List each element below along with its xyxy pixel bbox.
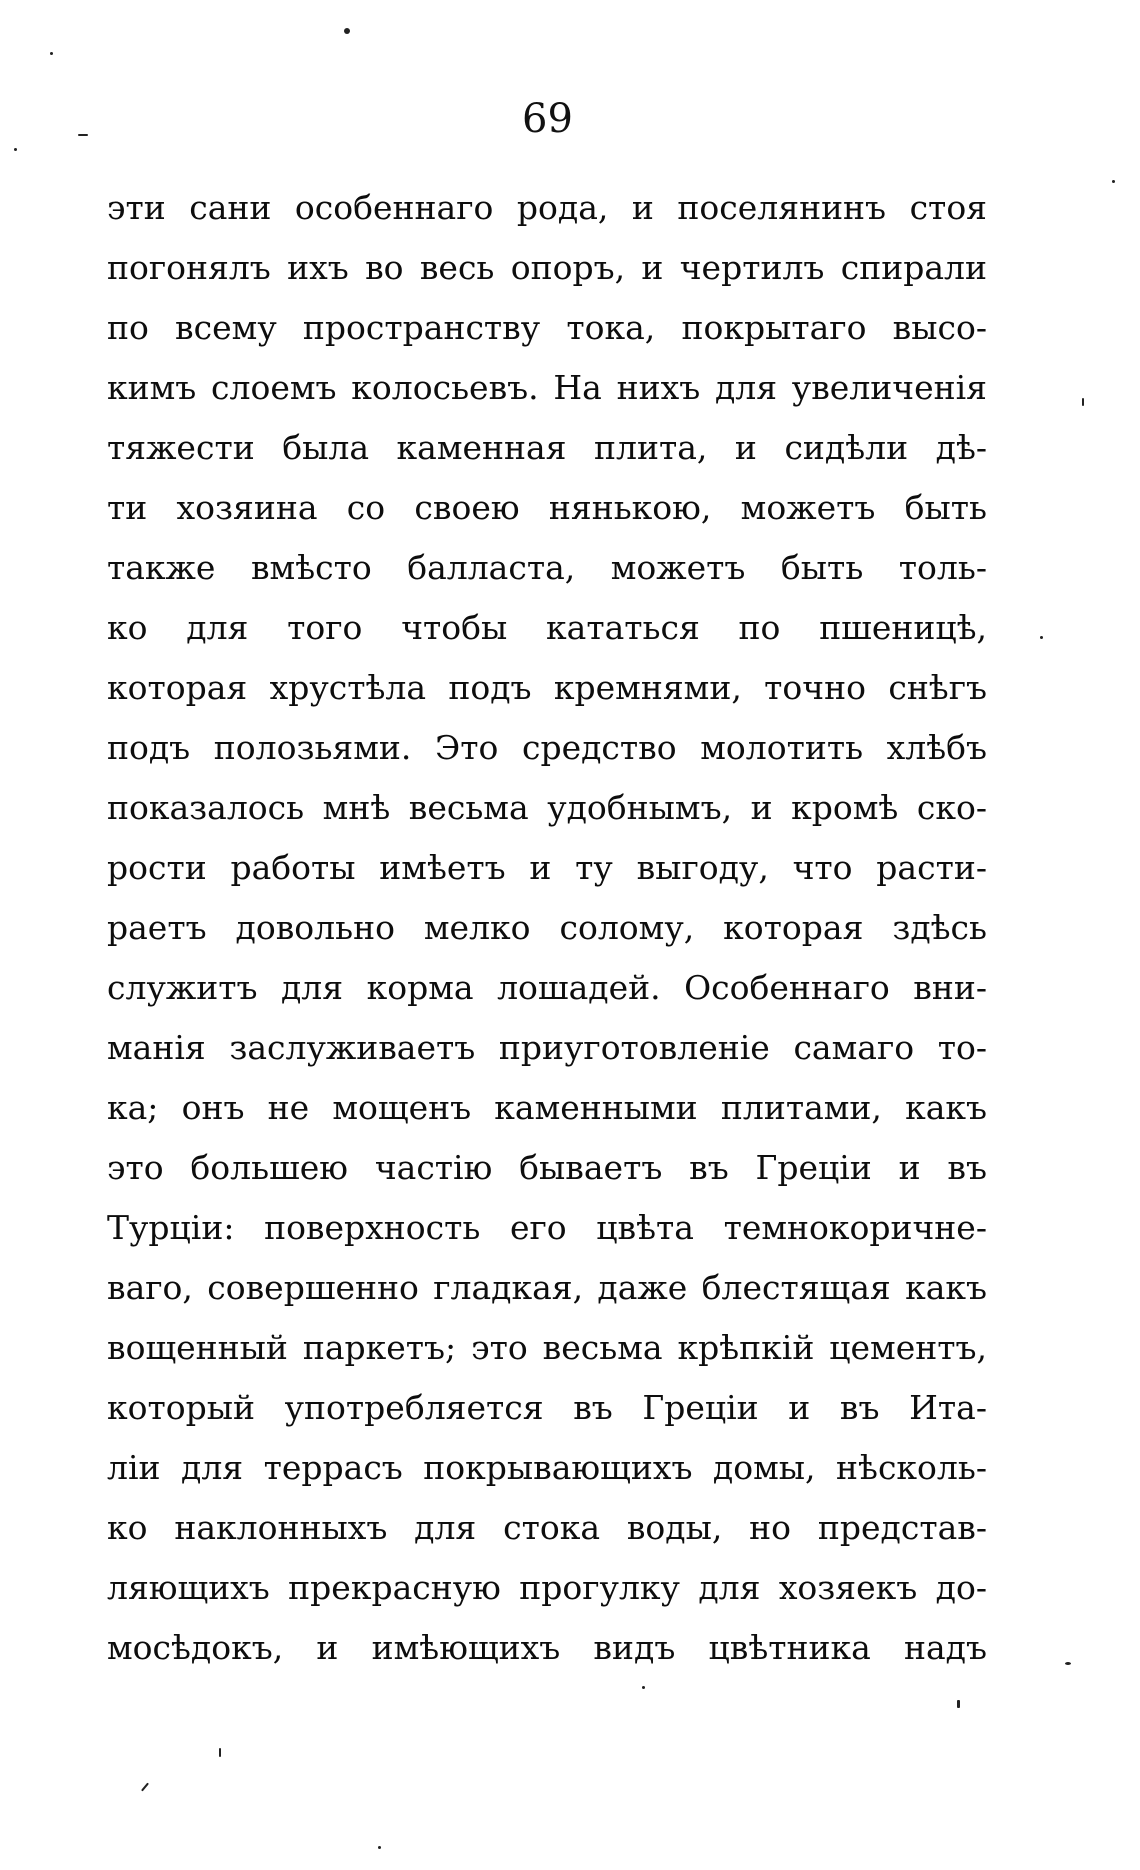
scan-speck	[1065, 1662, 1071, 1665]
scan-speck	[78, 134, 88, 136]
text-line: ляющихъ прекрасную прогулку для хозяекъ до-	[107, 1568, 987, 1607]
text-line: Турціи: поверхность его цвѣта темнокоричне-	[107, 1208, 987, 1247]
text-line: ка; онъ не мощенъ каменными плитами, какъ	[107, 1088, 987, 1127]
text-line: показалось мнѣ весьма удобнымъ, и кромѣ ско-	[107, 788, 987, 827]
text-line: ваго, совершенно гладкая, даже блестящая какъ	[107, 1268, 987, 1307]
text-line: мосѣдокъ, и имѣющихъ видъ цвѣтника надъ	[107, 1628, 987, 1667]
scan-speck	[957, 1700, 960, 1708]
text-line: эти сани особеннаго рода, и поселянинъ стоя	[107, 188, 987, 227]
text-line: ліи для террасъ покрывающихъ домы, нѣсколь-	[107, 1448, 987, 1487]
scan-speck	[1082, 398, 1084, 406]
text-line: рости работы имѣетъ и ту выгоду, что расти-	[107, 848, 987, 887]
scan-speck	[141, 1783, 149, 1792]
scan-speck	[642, 1686, 645, 1689]
text-line: вощенный паркетъ; это весьма крѣпкій цементъ,	[107, 1328, 987, 1367]
scan-speck	[219, 1748, 221, 1757]
scan-speck	[50, 52, 53, 55]
page-number: 69	[522, 96, 573, 142]
text-line: ти хозяина со своею нянькою, можетъ быть	[107, 488, 987, 527]
scan-speck	[378, 1846, 381, 1849]
text-line: которая хрустѣла подъ кремнями, точно снѣгъ	[107, 668, 987, 707]
text-line: ко для того чтобы кататься по пшеницѣ,	[107, 608, 987, 647]
text-line: также вмѣсто балласта, можетъ быть толь-	[107, 548, 987, 587]
body-text	[107, 178, 987, 1678]
text-line: тяжести была каменная плита, и сидѣли дѣ-	[107, 428, 987, 467]
scan-speck	[14, 148, 17, 151]
scan-speck	[1040, 636, 1043, 639]
scan-speck	[1112, 180, 1115, 183]
text-line: манія заслуживаетъ приуготовленіе самаго то-	[107, 1028, 987, 1067]
text-line: который употребляется въ Греціи и въ Ита-	[107, 1388, 987, 1427]
text-line: служитъ для корма лошадей. Особеннаго вни-	[107, 968, 987, 1007]
text-line: кимъ слоемъ колосьевъ. На нихъ для увеличенія	[107, 368, 987, 407]
text-line: погонялъ ихъ во весь опоръ, и чертилъ спирали	[107, 248, 987, 287]
scan-speck	[344, 28, 350, 34]
text-line: ко наклонныхъ для стока воды, но представ-	[107, 1508, 987, 1547]
text-line: подъ полозьями. Это средство молотить хлѣбъ	[107, 728, 987, 767]
text-line: раетъ довольно мелко солому, которая здѣсь	[107, 908, 987, 947]
text-line: по всему пространству тока, покрытаго высо-	[107, 308, 987, 347]
text-line: это большею частію бываетъ въ Греціи и въ	[107, 1148, 987, 1187]
